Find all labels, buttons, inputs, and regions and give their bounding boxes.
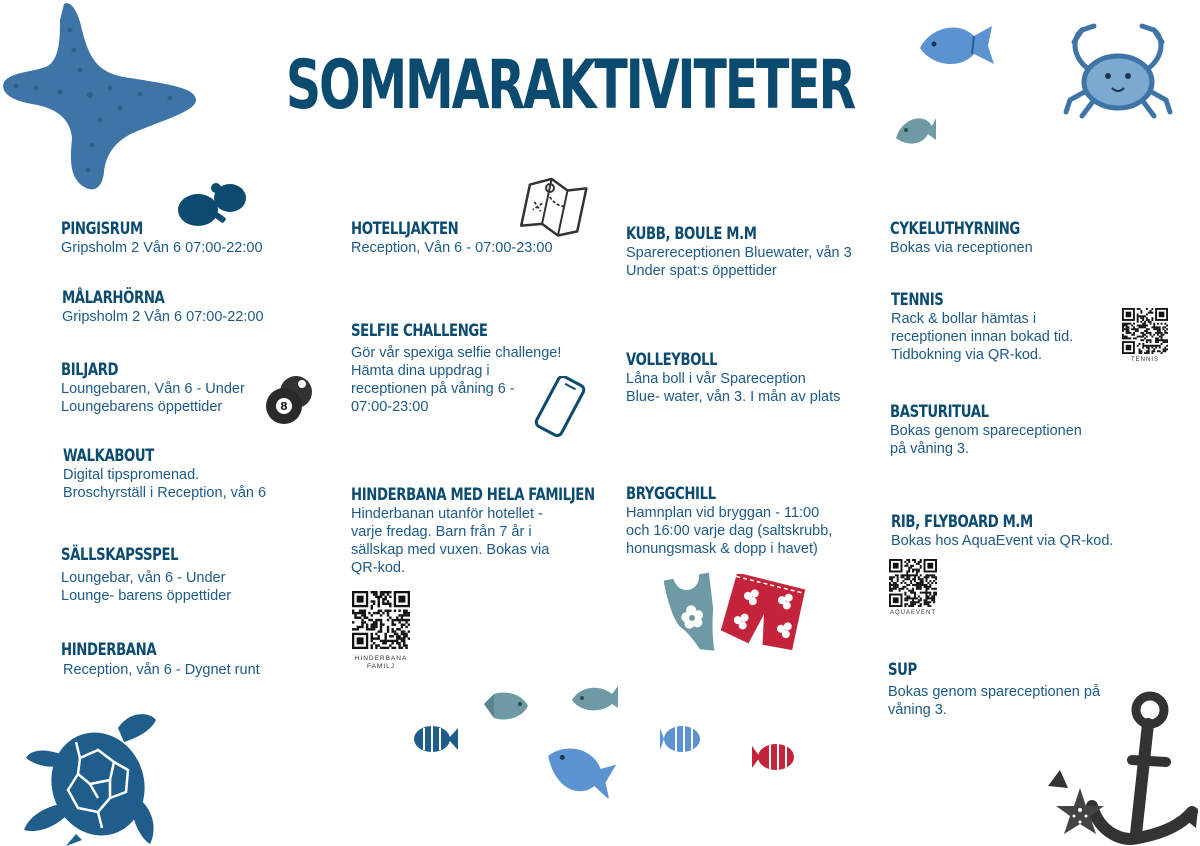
activity-text: på våning 3.	[890, 441, 970, 457]
qr-code-tennis[interactable]	[1122, 308, 1168, 354]
activity-text: receptionen innan bokad tid.	[891, 329, 1074, 345]
svg-text:8: 8	[280, 400, 288, 413]
sea-turtle-icon	[20, 708, 166, 846]
activity-title: RIB, FLYBOARD M.M	[891, 512, 1033, 532]
activity-sallskapsspel	[61, 545, 231, 605]
activity-text: varje fredag. Barn från 7 år i	[351, 524, 532, 540]
activity-text: Lounge- barens öppettider	[61, 588, 232, 604]
activity-title: SUP	[888, 660, 917, 680]
activity-text: Låna boll i vår Spareception	[626, 371, 806, 387]
activity-text: Tidbokning via QR-kod.	[891, 347, 1042, 363]
activity-volleyboll	[626, 350, 840, 406]
activity-text: receptionen på våning 6 -	[351, 381, 515, 397]
swimsuit-icon	[664, 572, 722, 658]
qr-caption-tennis: TENNIS	[1130, 357, 1159, 363]
activity-text: Broschyrställ i Reception, vån 6	[63, 485, 267, 501]
fish-icon	[542, 740, 618, 798]
qr-code-hinderbana[interactable]	[352, 591, 410, 649]
activity-title: SELFIE CHALLENGE	[351, 321, 488, 341]
activity-title: SÄLLSKAPSSPEL	[61, 545, 179, 565]
activity-kubb-boule	[626, 224, 852, 280]
fish-icon	[412, 722, 458, 756]
activity-text: Hamnplan vid bryggan - 11:00	[626, 505, 820, 521]
qr-caption-line: HINDERBANA	[354, 655, 408, 662]
fish-icon	[482, 690, 532, 724]
crab-icon	[1060, 20, 1176, 124]
page-title: SOMMARAKTIVITETER	[285, 46, 855, 125]
fish-icon	[752, 740, 798, 774]
activity-text: Gör vår spexiga selfie challenge!	[351, 345, 562, 361]
fish-icon	[660, 722, 706, 756]
activity-hinderbana-familj	[351, 485, 663, 577]
fish-icon	[568, 682, 620, 714]
activity-text: Hämta dina uppdrag i	[351, 363, 490, 379]
activity-title: TENNIS	[891, 290, 944, 310]
activity-rib-flyboard	[891, 512, 1113, 550]
fish-icon	[916, 20, 996, 72]
activity-text: Loungebarens öppettider	[61, 399, 223, 415]
activity-title: WALKABOUT	[63, 446, 154, 466]
billiard-balls-icon	[264, 372, 316, 426]
activity-text: Reception, vån 6 - Dygnet runt	[63, 662, 260, 678]
activity-bryggchill	[626, 484, 832, 558]
activity-text: 07:00-23:00	[351, 399, 429, 415]
fish-icon	[894, 112, 938, 148]
activity-title: CYKELUTHYRNING	[890, 219, 1020, 239]
qr-code-aquaevent[interactable]	[889, 559, 937, 607]
qr-caption-line: FAMILJ	[366, 663, 396, 670]
activity-title: BASTURITUAL	[890, 402, 989, 422]
activity-text: honungsmask & dopp i havet)	[626, 541, 818, 557]
activity-text: Under spat:s öppettider	[626, 263, 777, 279]
activity-text: Bokas genom spareceptionen på	[888, 684, 1101, 700]
activity-text: Bokas genom spareceptionen	[890, 423, 1082, 439]
activity-biljard	[61, 360, 245, 416]
activity-malarhorna	[62, 288, 264, 326]
activity-hotelljakten	[351, 219, 553, 257]
activity-text: Loungebar, vån 6 - Under	[61, 570, 226, 586]
activity-text: Blue- water, vån 3. I mån av plats	[626, 389, 841, 405]
activity-selfie-challenge	[351, 321, 561, 416]
qr-caption-hinderbana	[346, 655, 416, 671]
activity-text: sällskap med vuxen. Bokas via	[351, 542, 550, 558]
activity-title: HINDERBANA	[61, 640, 157, 660]
activity-text: Gripsholm 2 Vån 6 07:00-22:00	[61, 240, 263, 256]
activity-text: och 16:00 varje dag (saltskrubb,	[626, 523, 833, 539]
activity-title: VOLLEYBOLL	[626, 350, 718, 370]
activity-title: BILJARD	[61, 360, 119, 380]
qr-caption-aquaevent: AQUAEVENT	[889, 610, 936, 616]
activity-cykeluthyrning	[890, 219, 1057, 257]
activity-text: Bokas via receptionen	[890, 240, 1033, 256]
activity-text: Rack & bollar hämtas i	[891, 311, 1037, 327]
anchor-icon	[1040, 688, 1200, 846]
swim-shorts-icon	[720, 574, 806, 654]
activity-title: KUBB, BOULE M.M	[626, 224, 757, 244]
activity-text: Sparereceptionen Bluewater, vån 3	[626, 245, 852, 261]
activity-title: HINDERBANA MED HELA FAMILJEN	[351, 485, 595, 505]
activity-title: BRYGGCHILL	[626, 484, 716, 504]
activity-tennis	[891, 290, 1073, 364]
activity-text: Bokas hos AquaEvent via QR-kod.	[891, 533, 1114, 549]
activity-title: HOTELLJAKTEN	[351, 219, 459, 239]
activity-text: Gripsholm 2 Vån 6 07:00-22:00	[62, 309, 264, 325]
activity-title: MÅLARHÖRNA	[62, 288, 165, 308]
activity-text: våning 3.	[888, 702, 947, 718]
activity-text: QR-kod.	[351, 560, 405, 576]
activity-title: PINGISRUM	[61, 219, 143, 239]
activity-hinderbana	[61, 640, 260, 679]
activity-text: Digital tipspromenad.	[63, 467, 200, 483]
activity-walkabout	[63, 446, 266, 502]
activity-text: Loungebaren, Vån 6 - Under	[61, 381, 245, 397]
activity-basturitual	[890, 402, 1082, 458]
activity-pingisrum	[61, 219, 263, 257]
activity-text: Hinderbanan utanför hotellet -	[351, 506, 543, 522]
activity-text: Reception, Vån 6 - 07:00-23:00	[351, 240, 553, 256]
